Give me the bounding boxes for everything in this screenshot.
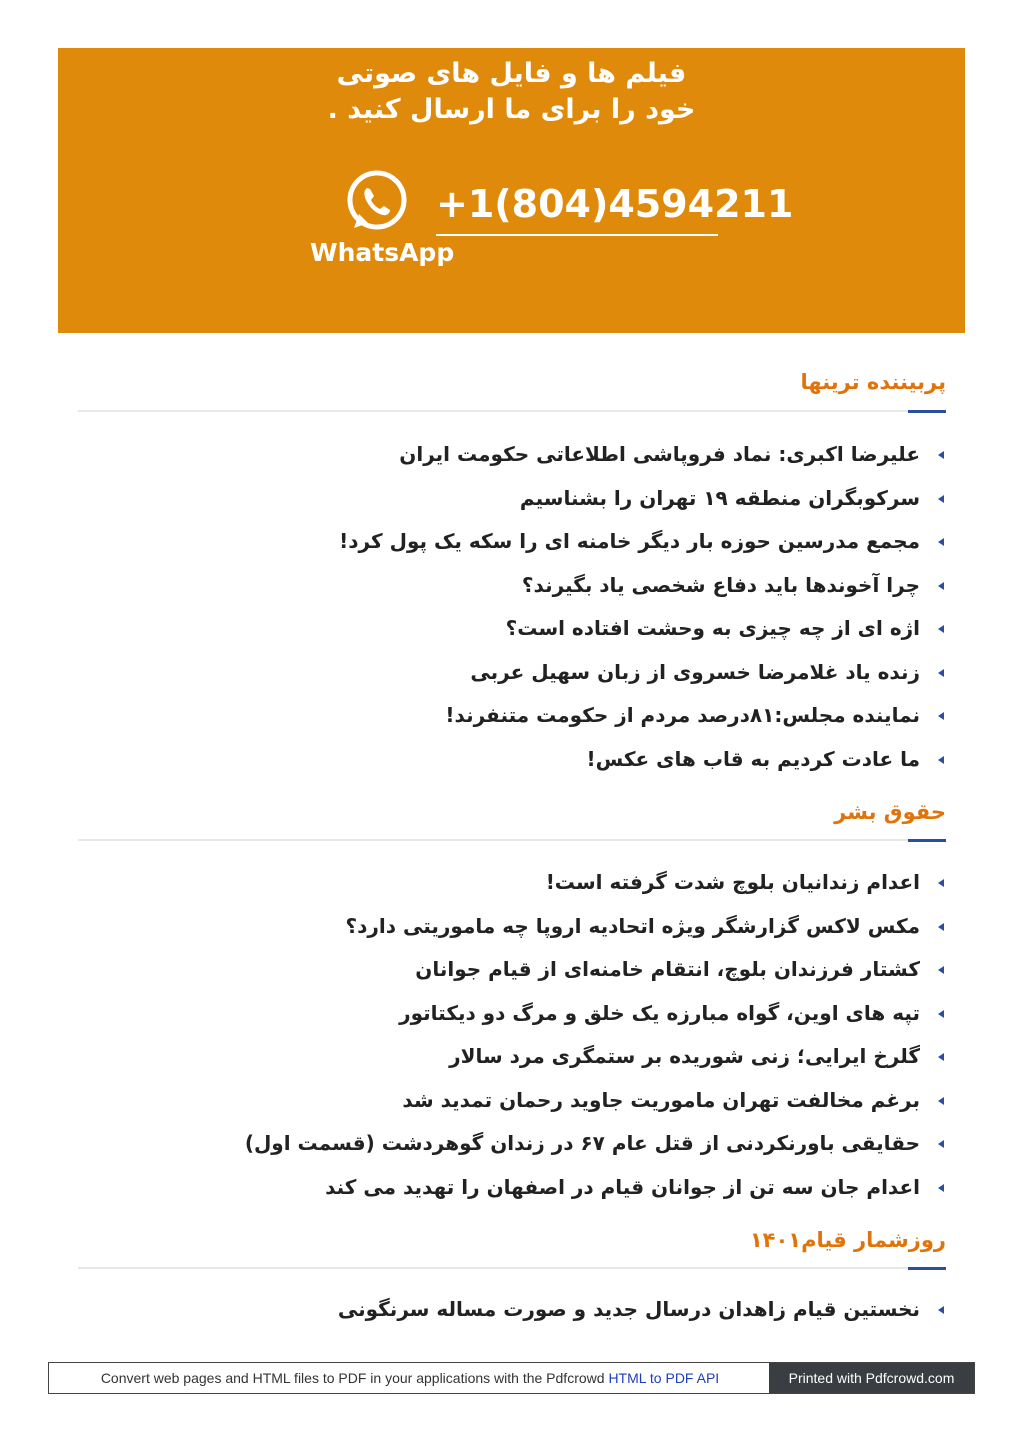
bullet-icon <box>938 712 944 720</box>
banner-line-1: فیلم ها و فایل های صوتی <box>336 58 687 89</box>
bullet-icon <box>938 879 944 887</box>
section-divider <box>78 1267 946 1269</box>
list-item[interactable]: اعدام جان سه تن از جوانان قیام در اصفهان را تهدید می کند <box>78 1166 946 1210</box>
bullet-icon <box>938 1097 944 1105</box>
list-item[interactable]: زنده یاد غلامرضا خسروی از زبان سهیل عربی <box>78 651 946 695</box>
pdfcrowd-footer <box>48 1362 975 1394</box>
list-item[interactable]: کشتار فرزندان بلوچ، انتقام خامنه‌ای از قیام جوانان <box>78 948 946 992</box>
list-item[interactable]: مجمع مدرسین حوزه بار دیگر خامنه ای را سکه یک پول کرد! <box>78 520 946 564</box>
bullet-icon <box>938 1010 944 1018</box>
html-to-pdf-link[interactable]: HTML to PDF API <box>608 1370 720 1386</box>
bullet-icon <box>938 966 944 974</box>
bullet-icon <box>938 669 944 677</box>
list-item[interactable]: نماینده مجلس:۸۱درصد مردم از حکومت متنفرند! <box>78 694 946 738</box>
bullet-icon <box>938 495 944 503</box>
section-title-most-viewed: پربیننده ترینها <box>800 370 946 394</box>
bullet-icon <box>938 538 944 546</box>
footer-printed-with[interactable]: Printed with Pdfcrowd.com <box>769 1363 974 1393</box>
section-divider <box>78 410 946 412</box>
list-item[interactable]: نخستین قیام زاهدان درسال جدید و صورت مساله سرنگونی <box>78 1288 946 1332</box>
list-item[interactable]: مکس لاکس گزارشگر ویژه اتحادیه اروپا چه ماموریتی دارد؟ <box>78 905 946 949</box>
list-item[interactable]: علیرضا اکبری: نماد فروپاشی اطلاعاتی حکومت ایران <box>78 433 946 477</box>
whatsapp-banner[interactable] <box>58 48 965 333</box>
list-item[interactable]: چرا آخوندها باید دفاع شخصی یاد بگیرند؟ <box>78 564 946 608</box>
list-item[interactable]: اژه ای از چه چیزی به وحشت افتاده است؟ <box>78 607 946 651</box>
list-item[interactable]: سرکوبگران منطقه ۱۹ تهران را بشناسیم <box>78 477 946 521</box>
bullet-icon <box>938 1184 944 1192</box>
list-item[interactable]: برغم مخالفت تهران ماموریت جاوید رحمان تمدید شد <box>78 1079 946 1123</box>
list-item[interactable]: اعدام زندانیان بلوچ شدت گرفته است! <box>78 861 946 905</box>
footer-text: Convert web pages and HTML files to PDF in your applications with the Pdfcrowd HTML to PDF API <box>100 1370 720 1386</box>
phone-number[interactable]: +1(804)4594211 <box>436 182 718 236</box>
bullet-icon <box>938 625 944 633</box>
banner-line-2: خود را برای ما ارسال کنید . <box>327 94 696 125</box>
most-viewed-list <box>78 433 946 781</box>
section-divider <box>78 839 946 841</box>
bullet-icon <box>938 451 944 459</box>
section-title-uprising-calendar: روزشمار قیام۱۴۰۱ <box>749 1228 946 1252</box>
bullet-icon <box>938 756 944 764</box>
human-rights-list <box>78 861 946 1209</box>
uprising-calendar-list <box>78 1288 946 1332</box>
whatsapp-label: WhatsApp <box>310 238 455 267</box>
whatsapp-icon <box>340 166 412 238</box>
section-title-human-rights: حقوق بشر <box>834 800 946 824</box>
bullet-icon <box>938 582 944 590</box>
list-item[interactable]: تپه های اوین، گواه مبارزه یک خلق و مرگ دو دیکتاتور <box>78 992 946 1036</box>
bullet-icon <box>938 1306 944 1314</box>
bullet-icon <box>938 923 944 931</box>
list-item[interactable]: حقایقی باورنکردنی از قتل عام ۶۷ در زندان گوهردشت (قسمت اول) <box>78 1122 946 1166</box>
bullet-icon <box>938 1053 944 1061</box>
bullet-icon <box>938 1140 944 1148</box>
list-item[interactable]: ما عادت کردیم به قاب های عکس! <box>78 738 946 782</box>
list-item[interactable]: گلرخ ایرایی؛ زنی شوریده بر ستمگری مرد سالار <box>78 1035 946 1079</box>
